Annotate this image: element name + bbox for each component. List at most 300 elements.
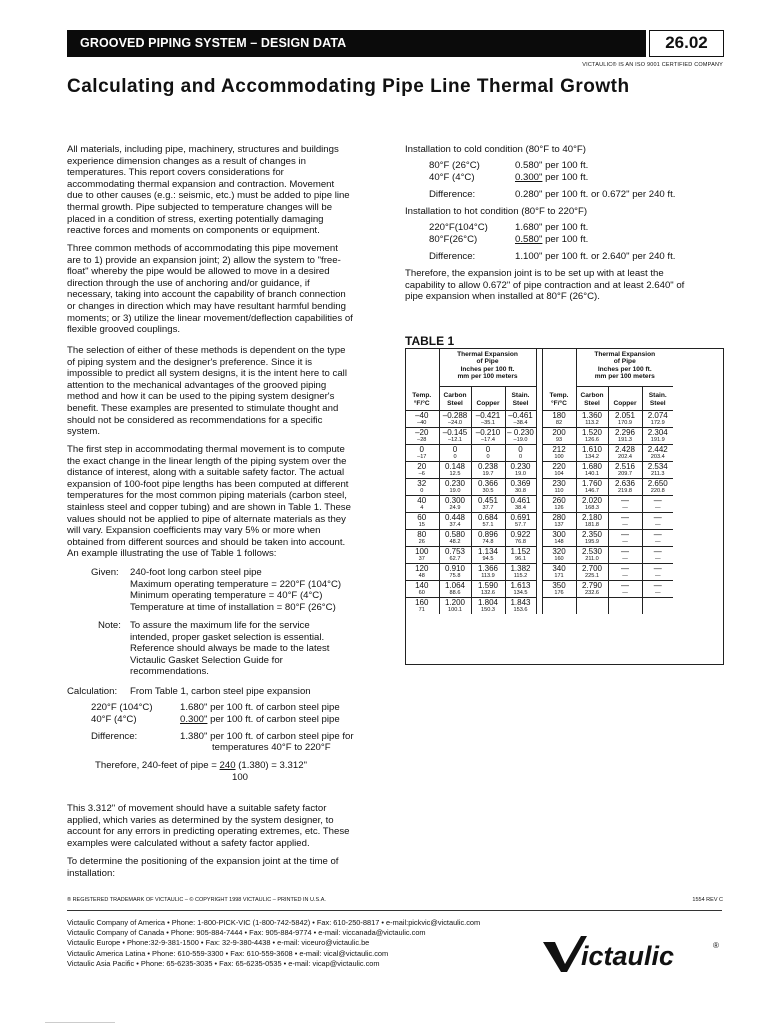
table-cell: [608, 444, 642, 461]
table-cell: [542, 427, 576, 444]
cell-inches-value: 2.530: [577, 546, 608, 556]
table-cell: [505, 410, 536, 427]
table-cell: [576, 410, 608, 427]
cell-inches-value: 140: [405, 580, 439, 590]
cell-inches-value: 1.613: [506, 580, 536, 590]
table-cell: [608, 546, 642, 563]
cell-mm-value: 24.9: [449, 505, 461, 511]
cell-inches-value: 2.296: [609, 427, 642, 437]
header-title: GROOVED PIPING SYSTEM – DESIGN DATA: [80, 36, 347, 50]
cell-inches-value: 0.451: [472, 495, 505, 505]
table-cell: [439, 512, 471, 529]
cell-mm-value: 168.3: [585, 505, 599, 511]
cell-inches-value: –40: [405, 410, 439, 420]
cell-inches-value: 0.896: [472, 529, 505, 539]
cell-inches-value: 1.804: [472, 597, 505, 607]
table-cell: [405, 495, 439, 512]
table-cell: [642, 512, 673, 529]
cell-inches-value: [543, 597, 576, 598]
cell-mm-value: 30.5: [482, 488, 494, 494]
cell-mm-value: 146.7: [585, 488, 599, 494]
cell-inches-value: 2.304: [643, 427, 674, 437]
note-label: Note:: [98, 620, 121, 631]
cell-mm-value: 211.3: [650, 471, 665, 477]
table-grid: [405, 348, 673, 614]
cell-inches-value: 2.516: [609, 461, 642, 471]
cell-inches-value: 0.230: [440, 478, 471, 488]
table-cell: [642, 563, 673, 580]
cell-inches-value: 1.610: [577, 444, 608, 454]
cell-mm-value: 30.8: [515, 488, 526, 494]
cell-mm-value: 15: [418, 522, 425, 528]
cell-mm-value: –38.4: [513, 420, 528, 426]
table-cell: [439, 427, 471, 444]
doc-number: 26.02: [665, 33, 708, 52]
cell-mm-value: 48: [418, 573, 425, 579]
iso-note: VICTAULIC® IS AN ISO 9001 CERTIFIED COMPANY: [582, 62, 723, 68]
cell-mm-value: 211.0: [585, 556, 599, 562]
table-cell: [405, 597, 439, 614]
cell-mm-value: 209.7: [618, 471, 632, 477]
cell-inches-value: [643, 597, 674, 598]
table-cell: [542, 410, 576, 427]
group-header-left: Thermal Expansion of Pipe Inches per 100 ft. mm per 100 meters: [439, 348, 536, 386]
cell-mm-value: 132.6: [481, 590, 495, 596]
copyright-note: ® REGISTERED TRADEMARK OF VICTAULIC – © COPYRIGHT 1998 VICTAULIC – PRINTED IN U.S.A.: [67, 897, 326, 903]
table-cell: [542, 580, 576, 597]
table-cell: [608, 563, 642, 580]
cell-inches-value: 0.922: [506, 529, 536, 539]
cell-inches-value: 1.200: [440, 597, 471, 607]
cell-mm-value: 113.2: [585, 420, 599, 426]
col-temp: Temp. °F/°C: [412, 392, 432, 407]
cell-mm-value: —: [654, 539, 661, 545]
cell-mm-value: 93: [555, 437, 563, 443]
cell-mm-value: 140.1: [585, 471, 599, 477]
table-cell: [608, 427, 642, 444]
hot-value-1: 1.680" per 100 ft.: [515, 222, 589, 233]
table-cell: [471, 410, 505, 427]
cell-mm-value: –6: [418, 471, 425, 477]
table-cell: [608, 478, 642, 495]
cell-inches-value: 2.180: [577, 512, 608, 522]
cell-mm-value: 71: [418, 607, 425, 613]
cell-inches-value: 180: [543, 410, 576, 420]
cell-mm-value: 126.6: [585, 437, 599, 443]
table-title: TABLE 1: [405, 334, 455, 348]
cell-inches-value: 2.442: [643, 444, 674, 454]
cell-mm-value: –17: [417, 454, 427, 460]
cell-mm-value: 96.1: [515, 556, 526, 562]
table-cell: [471, 427, 505, 444]
table-cell: [576, 580, 608, 597]
cell-mm-value: 37: [418, 556, 425, 562]
cell-mm-value: —: [654, 505, 661, 511]
table-cell: [542, 546, 576, 563]
cell-mm-value: –19.0: [513, 437, 528, 443]
cell-inches-value: 20: [405, 461, 439, 471]
table-cell: [642, 461, 673, 478]
cell-mm-value: 19.0: [449, 488, 461, 494]
cell-inches-value: 1.760: [577, 478, 608, 488]
cell-inches-value: 2.051: [609, 410, 642, 420]
table-cell: [576, 597, 608, 614]
cell-mm-value: 134.5: [513, 590, 528, 596]
col-stain: Stain. Steel: [505, 386, 536, 410]
cell-mm-value: 19.0: [515, 471, 526, 477]
cell-inches-value: —: [643, 563, 674, 573]
cell-mm-value: –35.1: [481, 420, 495, 426]
table-cell: [439, 546, 471, 563]
cell-inches-value: 0: [440, 444, 471, 454]
cell-inches-value: 2.790: [577, 580, 608, 590]
paragraph-safety: This 3.312" of movement should have a suitable safety factor applied, which varies as determined by the system designer, to account for any errors in predicting operating extremes, etc. These examples were calculated without a safety factor applied.: [67, 803, 350, 849]
cell-inches-value: –0.145: [440, 427, 471, 437]
cell-inches-value: 260: [543, 495, 576, 505]
cell-mm-value: 57.7: [515, 522, 526, 528]
table-cell: [576, 563, 608, 580]
cell-inches-value: 2.428: [609, 444, 642, 454]
given-label: Given:: [91, 567, 119, 578]
table-cell: [471, 478, 505, 495]
cell-inches-value: 2.534: [643, 461, 674, 471]
cell-inches-value: 0.300: [440, 495, 471, 505]
cell-mm-value: 0: [518, 454, 523, 460]
cold-value-1: 0.580" per 100 ft.: [515, 160, 589, 171]
cell-mm-value: 191.9: [650, 437, 665, 443]
table-cell: [471, 546, 505, 563]
table-cell: [505, 529, 536, 546]
table-cell: [471, 597, 505, 614]
cell-inches-value: 0: [472, 444, 505, 454]
cold-difference-label: Difference:: [429, 189, 476, 200]
cell-inches-value: –0.421: [472, 410, 505, 420]
cell-mm-value: –40: [417, 420, 427, 426]
table-cell: [471, 512, 505, 529]
cell-inches-value: 0.753: [440, 546, 471, 556]
paragraph-first-step: The first step in accommodating thermal movement is to compute the exact change in the linear length of the piping system over the distance of interest, along with a suitable safety factor. The actual expansion of 100-foot pipe lengths has been computed at different temperatures for the most common piping materials (carbon steel, stainless steel and copper tubing) and are shown in Table 1. These values should not be applied to pipe of alternate materials as they will vary. Expansion coefficients may vary 5% or more when obtained from different sources and should be taken into account. An example illustrating the use of Table 1 follows:: [67, 444, 351, 560]
table-cell: [405, 478, 439, 495]
table-cell: [642, 478, 673, 495]
cell-inches-value: 160: [405, 597, 439, 607]
calc-value-1: 1.680" per 100 ft. of carbon steel pipe: [180, 702, 340, 713]
cell-mm-value: 100: [554, 454, 564, 460]
cell-inches-value: 1.680: [577, 461, 608, 471]
cell-mm-value: 82: [555, 420, 563, 426]
cell-inches-value: 120: [405, 563, 439, 573]
cell-inches-value: 350: [543, 580, 576, 590]
cell-inches-value: 1.360: [577, 410, 608, 420]
cell-mm-value: –28: [417, 437, 427, 443]
table-cell: [642, 546, 673, 563]
cold-temp-2: 40°F (4°C): [429, 172, 475, 183]
cell-inches-value: —: [609, 529, 642, 539]
cell-inches-value: 32: [405, 478, 439, 488]
table-cell: [471, 461, 505, 478]
cell-mm-value: 137: [554, 522, 564, 528]
cell-inches-value: —: [643, 580, 674, 590]
cell-inches-value: 2.636: [609, 478, 642, 488]
cell-mm-value: 100.1: [448, 607, 462, 613]
table-cell: [505, 478, 536, 495]
cell-mm-value: 171: [554, 573, 564, 579]
cell-inches-value: 0.148: [440, 461, 471, 471]
table-cell: [405, 546, 439, 563]
col-carbon: Carbon Steel: [576, 386, 608, 410]
therefore-equation: Therefore, 240-feet of pipe = 240 (1.380) = 3.312": [95, 760, 307, 771]
table-cell: [608, 512, 642, 529]
paragraph-methods: Three common methods of accommodating this pipe movement are to 1) provide an expansion joint; 2) allow the system to "free- float" whereby the pipe would be allowed to move in a desired direction through the use of anchoring and/or guidance, if necessary, taking into account the capability of branch connection or changes in direction which may have resultant harmful bending moments; or 3) utilize the linear movement/deflection capabilities of flexible grooved couplings.: [67, 243, 353, 336]
cell-inches-value: 80: [405, 529, 439, 539]
cell-inches-value: 1.064: [440, 580, 471, 590]
cell-mm-value: –24.0: [448, 420, 462, 426]
cell-inches-value: 2.020: [577, 495, 608, 505]
footer-divider: [67, 910, 722, 911]
hot-temp-2: 80°F(26°C): [429, 234, 478, 245]
cell-inches-value: 0.238: [472, 461, 505, 471]
table-cell: [505, 563, 536, 580]
cell-mm-value: 225.1: [585, 573, 599, 579]
svg-text:®: ®: [713, 941, 719, 950]
cell-inches-value: 0.691: [506, 512, 536, 522]
cell-mm-value: 62.7: [449, 556, 461, 562]
table-cell: [642, 410, 673, 427]
paragraph-intro: All materials, including pipe, machinery, structures and buildings experience dimension changes as a result of changes in temperatures. This report covers considerations for accommodating thermal expansion and contraction. Movement due to other causes (e.g.: seismic, etc.) must be added to pipe line thermal growth. Pipe subjected to temperature changes will be placed in a condition of stress, exerting potentially damaging reactive forces and moments on components or equipment.: [67, 144, 350, 237]
calc-temp-1: 220°F (104°C): [91, 702, 153, 713]
table-cell: [405, 444, 439, 461]
cell-inches-value: —: [643, 529, 674, 539]
table-cell: [608, 529, 642, 546]
cold-difference-value: 0.280" per 100 ft. or 0.672" per 240 ft.: [515, 189, 676, 200]
cold-title: Installation to cold condition (80°F to 40°F): [405, 144, 586, 155]
svg-text:ictaulic: ictaulic: [581, 941, 675, 971]
cell-mm-value: 115.2: [513, 573, 528, 579]
table-cell: [576, 461, 608, 478]
table-cell: [542, 444, 576, 461]
cell-inches-value: 1.382: [506, 563, 536, 573]
cell-mm-value: 0: [486, 454, 490, 460]
table-cell: [505, 546, 536, 563]
cell-inches-value: 1.366: [472, 563, 505, 573]
calculation-text: From Table 1, carbon steel pipe expansion: [130, 686, 311, 697]
cell-mm-value: —: [654, 573, 661, 579]
table-cell: [608, 597, 642, 614]
table-cell: [642, 427, 673, 444]
cell-inches-value: 1.843: [506, 597, 536, 607]
difference-value: 1.380" per 100 ft. of carbon steel pipe for: [180, 731, 354, 742]
cell-inches-value: 2.650: [643, 478, 674, 488]
cell-mm-value: 110: [554, 488, 564, 494]
table-cell: [576, 427, 608, 444]
table-cell: [439, 529, 471, 546]
cell-inches-value: 200: [543, 427, 576, 437]
cell-inches-value: 1.590: [472, 580, 505, 590]
col-carbon: Carbon Steel: [439, 386, 471, 410]
table-cell: [542, 529, 576, 546]
note-text: To assure the maximum life for the service intended, proper gasket selection is essential. Reference should always be made to the latest Victaulic Gasket Selection Guide for recommendations.: [130, 620, 330, 678]
table-cell: [542, 478, 576, 495]
cell-mm-value: 38.4: [515, 505, 526, 511]
table-cell: [439, 563, 471, 580]
paragraph-conclusion: Therefore, the expansion joint is to be set up with at least the capability to allow 0.672" of pipe contraction and at least 2.640" of pipe expansion when installed at 80°F (26°C).: [405, 268, 685, 303]
cell-inches-value: —: [643, 512, 674, 522]
cell-mm-value: 0: [420, 488, 424, 494]
table-cell: [439, 444, 471, 461]
cell-mm-value: 195.9: [585, 539, 599, 545]
cell-inches-value: 340: [543, 563, 576, 573]
cell-mm-value: 26: [418, 539, 425, 545]
cell-mm-value: 37.4: [449, 522, 461, 528]
table-cell: [405, 563, 439, 580]
cell-inches-value: —: [609, 580, 642, 590]
cell-mm-value: 0: [453, 454, 457, 460]
cell-mm-value: 170.9: [618, 420, 632, 426]
table-cell: [439, 597, 471, 614]
cell-mm-value: 37.7: [482, 505, 494, 511]
cell-inches-value: [609, 597, 642, 598]
cell-inches-value: 60: [405, 512, 439, 522]
table-cell: [471, 444, 505, 461]
hot-value-2: 0.580" per 100 ft.: [515, 234, 589, 245]
cell-inches-value: —: [609, 495, 642, 505]
table-cell: [439, 478, 471, 495]
cell-inches-value: —: [643, 546, 674, 556]
cell-inches-value: 0.366: [472, 478, 505, 488]
table-cell: [608, 495, 642, 512]
cell-inches-value: [577, 597, 608, 598]
hot-temp-1: 220°F(104°C): [429, 222, 488, 233]
contact-list: Victaulic Company of America • Phone: 1-800-PICK-VIC (1-800-742-5842) • Fax: 610-250-8817 • e-mail:pickvic@victaulic.com Victaulic Company of Canada • Phone: 905-884-7444 • Fax: 905-884-9774 • e-mail: viccanada@victaulic.com Victaulic Europe • Phone:32-9-381-1500 • Fax: 32-9-380-4438 • e-mail: viceuro@victaulic.be Victaulic America Latina • Phone: 610-559-3300 • Fax: 610-559-3608 • e-mail: vical@victaulic.com Victaulic Asia Pacific • Phone: 65-6235-3035 • Fax: 65-6235-0535 • e-mail: vicap@victaulic.com: [67, 918, 481, 968]
cell-inches-value: 40: [405, 495, 439, 505]
calc-temp-2: 40°F (4°C): [91, 714, 137, 725]
table-cell: [576, 444, 608, 461]
cell-inches-value: 280: [543, 512, 576, 522]
cold-temp-1: 80°F (26°C): [429, 160, 480, 171]
cell-mm-value: 153.6: [513, 607, 528, 613]
table-cell: [542, 563, 576, 580]
cell-mm-value: 148: [554, 539, 564, 545]
table-cell: [439, 580, 471, 597]
calc-value-2: 0.300" per 100 ft. of carbon steel pipe: [180, 714, 340, 725]
cell-mm-value: 126: [554, 505, 564, 511]
cell-mm-value: 94.5: [482, 556, 494, 562]
table-cell: [505, 495, 536, 512]
table-cell: [405, 512, 439, 529]
cell-inches-value: 212: [543, 444, 576, 454]
cell-mm-value: —: [654, 522, 661, 528]
cell-mm-value: 57.1: [482, 522, 494, 528]
scan-artifact: [45, 1022, 115, 1023]
cell-mm-value: 202.4: [618, 454, 632, 460]
table-cell: [642, 597, 673, 614]
cell-mm-value: 76.8: [515, 539, 526, 545]
cell-inches-value: 0.910: [440, 563, 471, 573]
table-cell: [642, 580, 673, 597]
cell-inches-value: 0.230: [506, 461, 536, 471]
table-cell: [439, 461, 471, 478]
revision-note: 1554 REV C: [692, 897, 723, 903]
cell-mm-value: —: [622, 573, 628, 579]
cell-inches-value: 220: [543, 461, 576, 471]
cell-inches-value: 2.074: [643, 410, 674, 420]
col-copper: Copper: [608, 386, 642, 410]
cell-inches-value: – 0.230: [507, 428, 534, 437]
cell-mm-value: –17.4: [481, 437, 495, 443]
paragraph-selection: The selection of either of these methods is dependent on the type of piping system and the designer's preference. Since it is impossible to predict all system designs, it is the intent here to call attention to the mechanical advantages of the grooved piping method and how it can be used to the piping system designer's benefit. These examples are presented to stimulate thought and should not be considered as recommendations for a specific system.: [67, 345, 347, 438]
group-header-right: Thermal Expansion of Pipe Inches per 100 ft. mm per 100 meters: [576, 348, 673, 386]
victaulic-logo: [541, 934, 723, 974]
given-list: 240-foot long carbon steel pipe Maximum operating temperature = 220°F (104°C) Minimum operating temperature = 40°F (4°C) Temperature at time of installation = 80°F (26°C): [130, 567, 342, 613]
cell-mm-value: 75.8: [449, 573, 461, 579]
cell-mm-value: 113.9: [481, 573, 495, 579]
cell-mm-value: –12.1: [448, 437, 462, 443]
table-cell: [608, 580, 642, 597]
table-cell: [471, 495, 505, 512]
table-cell: [576, 546, 608, 563]
table-cell: [576, 529, 608, 546]
difference-range: temperatures 40°F to 220°F: [212, 742, 331, 753]
col-stain: Stain. Steel: [642, 386, 673, 410]
cell-inches-value: —: [609, 512, 642, 522]
cold-value-2: 0.300" per 100 ft.: [515, 172, 589, 183]
cell-mm-value: 4: [420, 505, 424, 511]
table-cell: [405, 427, 439, 444]
cell-mm-value: 203.4: [650, 454, 665, 460]
table-cell: [576, 495, 608, 512]
table-cell: [405, 529, 439, 546]
table-cell: [471, 529, 505, 546]
table-cell: [405, 580, 439, 597]
difference-label: Difference:: [91, 731, 138, 742]
cell-mm-value: 104: [554, 471, 564, 477]
cell-inches-value: —: [609, 563, 642, 573]
cell-mm-value: 176: [554, 590, 564, 596]
table-cell: [608, 461, 642, 478]
table-cell: [642, 529, 673, 546]
cell-inches-value: 0.684: [472, 512, 505, 522]
page-title: Calculating and Accommodating Pipe Line Thermal Growth: [67, 76, 630, 97]
cell-mm-value: 181.8: [585, 522, 599, 528]
table-cell: [542, 597, 576, 614]
cell-mm-value: —: [654, 556, 661, 562]
cell-mm-value: 150.3: [481, 607, 495, 613]
cell-inches-value: 100: [405, 546, 439, 556]
cell-inches-value: 0.580: [440, 529, 471, 539]
cell-inches-value: 0: [506, 444, 536, 454]
table-cell: [505, 444, 536, 461]
cell-mm-value: 232.6: [585, 590, 599, 596]
cell-mm-value: 191.3: [618, 437, 632, 443]
cell-mm-value: —: [622, 590, 628, 596]
cell-mm-value: —: [654, 590, 661, 596]
hot-difference-value: 1.100" per 100 ft. or 2.640" per 240 ft.: [515, 251, 676, 262]
cell-inches-value: 230: [543, 478, 576, 488]
cell-inches-value: —: [609, 546, 642, 556]
table-cell: [576, 478, 608, 495]
col-temp: Temp. °F/°C: [542, 386, 576, 410]
table-cell: [505, 427, 536, 444]
table-cell: [439, 410, 471, 427]
calculation-label: Calculation:: [67, 686, 118, 697]
table-cell: [642, 495, 673, 512]
cell-mm-value: 60: [418, 590, 425, 596]
cell-inches-value: —: [643, 495, 674, 505]
cell-mm-value: —: [622, 522, 628, 528]
therefore-denominator: 100: [232, 772, 249, 783]
cell-mm-value: —: [622, 539, 628, 545]
cell-mm-value: —: [622, 556, 628, 562]
paragraph-positioning: To determine the positioning of the expansion joint at the time of installation:: [67, 856, 339, 879]
